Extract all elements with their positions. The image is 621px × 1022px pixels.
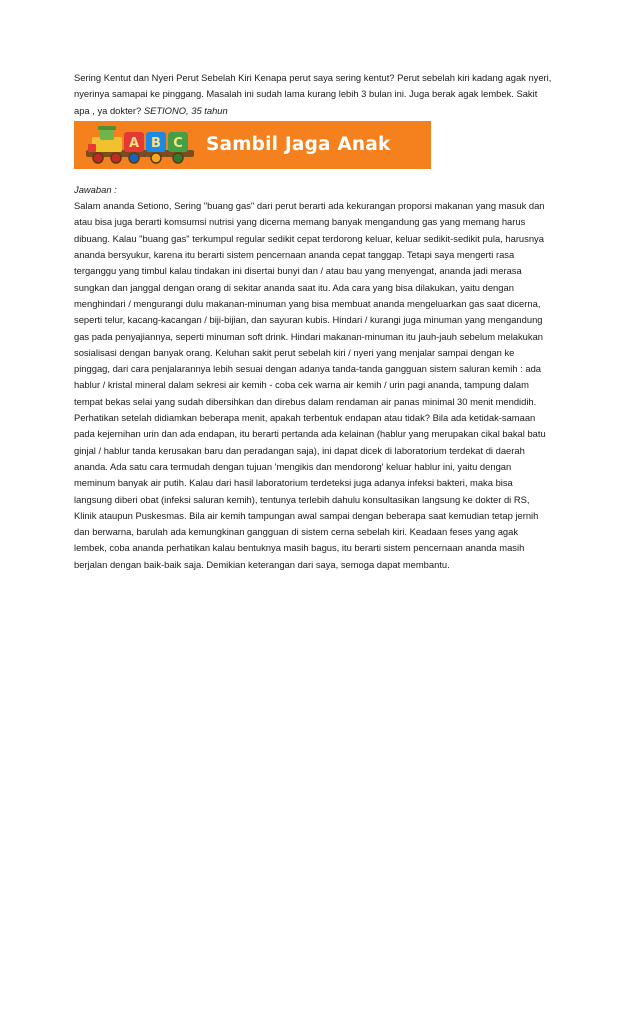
question-author: SETIONO, 35 tahun (143, 104, 228, 116)
banner-title: Sambil Jaga Anak (206, 133, 391, 155)
block-letter-c: C (173, 135, 183, 151)
block-letter-b: B (151, 135, 161, 151)
answer-paragraph: Salam ananda Setiono, Sering "buang gas" dari perut berarti ada kekurangan proporsi makanan yang masuk dan atau bisa juga berarti komsumsi nutrisi yang dicerna memang banyak mengandung gas yang memang harus dibuang. Kalau "buang gas" terkumpul regular sedikit cepat terdorong keluar, keluar sedikit-sedikit pula, harusnya ananda bersyukur, karena itu berarti sistem pencernaan ananda cepat tanggap. Tetapi saya mengerti rasa terganggu yang timbul kalau tindakan ini disertai bunyi dan / atau bau yang menyengat, ananda jadi merasa sungkan dan janggal dengan orang di sekitar ananda saat itu. Ada cara yang bisa dilakukan, yaitu dengan menghindari / mengurangi dulu makanan-minuman yang bisa membuat ananda mengeluarkan gas saat dicerna, seperti telur, kacang-kacangan / biji-bijian, dan sayuran kubis. Hindari / kurangi juga minuman yang mengandung gas pada penyajiannya, seperti minuman soft drink. Hindari makanan-minuman itu jauh-jauh sebelum melakukan sosialisasi dengan banyak orang. Keluhan sakit perut sebelah kiri / nyeri yang menjalar sampai dengan ke pinggag, dari cara penjalarannya lebih sesuai dengan adanya tanda-tanda gangguan sistem saluran kemih : ada hablur / kristal mineral dalam sekresi air kemih - coba cek warna air kemih / urin pagi ananda, tampung dalam tempat bekas selai yang sudah dibersihkan dan direbus dalam rendaman air panas minimal 30 menit mendidih. Perhatikan setelah didiamkan beberapa menit, apakah terbentuk endapan atau tidak? Bila ada ketidak-samaan pada kejernihan urin dan ada endapan, itu berarti pertanda ada kelainan (hablur yang merupakan cikal bakal batu ginjal / hablur tanda kerusakan baru dan peradangan saja), ini dapat dicek di laboratorium terdekat di daerah ananda. Ada satu cara termudah dengan tujuan 'mengikis dan mendorong' keluar hablur ini, yaitu dengan meminum banyak air putih. Kalau dari hasil laboratorium terdeteksi juga adanya infeksi bakteri, maka bisa langsung diberi obat (infeksi saluran kemih), tentunya terlebih dahulu konsultasikan langsung ke dokter di RS, Klinik ataupun Puskesmas. Bila air kemih tampungan awal sampai dengan beberapa saat kemudian tetap jernih dan berwarna, barulah ada kemungkinan gangguan di sistem cerna sebelah kiri. Keadaan feses yang agak lembek, coba ananda perhatikan kalau bentuknya masih bagus, itu berarti sistem pencernaan ananda masih berjalan dengan baik-baik saja. Demikian keterangan dari saya, semoga dapat membantu. (74, 200, 546, 570)
block-letter-a: A (128, 135, 140, 151)
article (74, 70, 552, 573)
answer-label: Jawaban : (74, 183, 117, 195)
toy-train-icon (84, 124, 196, 166)
question-text: Sering Kentut dan Nyeri Perut Sebelah Kiri Kenapa perut saya sering kentut? Perut sebelah kiri kadang agak nyeri, nyerinya samapai ke pinggang. Masalah ini sudah lama kurang lebih 3 bulan ini. Juga berak agak lembek. Sakit apa , ya dokter? (74, 72, 552, 116)
sambil-jaga-anak-banner[interactable] (74, 121, 431, 169)
question-paragraph (74, 70, 552, 119)
